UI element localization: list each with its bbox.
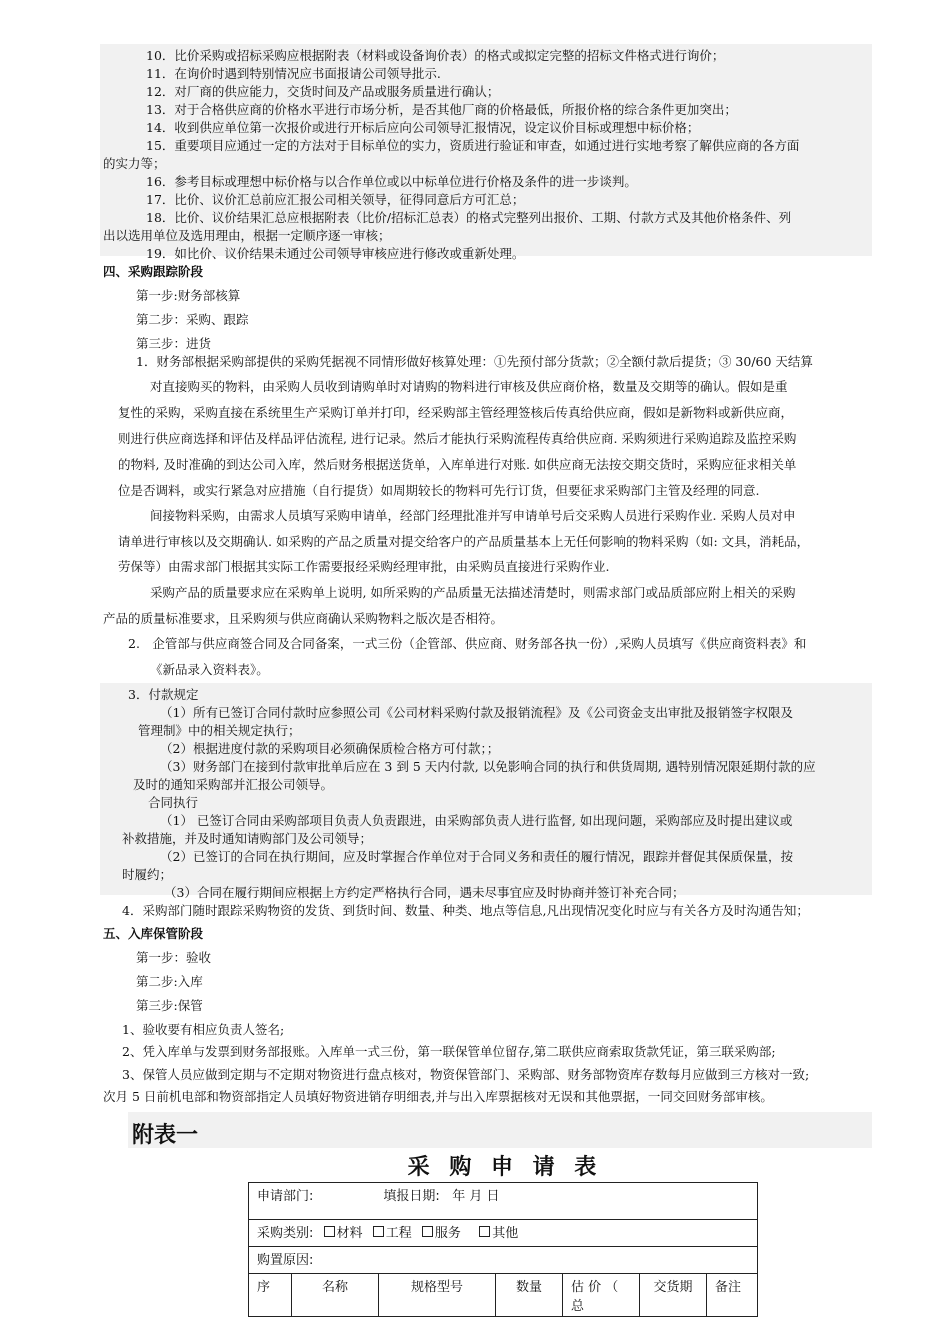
section-5-step-3: 第三步:保管 — [136, 998, 203, 1013]
payment-line-1-cont: 管理制》中的相关规定执行； — [138, 723, 301, 738]
section-4-line-2: 对直接购买的物料，由采购人员收到请购单时对请购的物料进行审核及供应商价格，数量及交期等的确认。假如是重 — [150, 379, 788, 394]
section-4-line-6: 位是否调料，或实行紧急对应措施（自行提货）如周期较长的物料可先行订货，但要征求采购部门主管及经理的同意. — [118, 483, 760, 498]
contract-heading: 合同执行 — [148, 795, 199, 810]
purchase-request-form — [248, 1182, 758, 1317]
checkbox-engineering[interactable] — [373, 1226, 384, 1237]
item-10: 10．比价采购或招标采购应根据附表（材料或设备询价表）的格式或拟定完整的招标文件格式进行询价； — [146, 48, 725, 63]
contract-line-3: （3）合同在履行期间应根据上方约定严格执行合同，遇未尽事宜应及时协商并签订补充合同； — [164, 885, 685, 900]
item-15: 15．重要项目应通过一定的方法对于目标单位的实力，资质进行验证和审查，如通过进行实地考察了解供应商的各方面 — [146, 138, 800, 153]
date-label: 填报日期: — [383, 1189, 440, 1204]
col-estimate: 估 价 （ 总 — [563, 1274, 640, 1317]
reason-label: 购置原因: — [257, 1253, 314, 1268]
dept-label: 申请部门: — [257, 1189, 314, 1204]
item-14: 14．收到供应单位第一次报价或进行开标后应向公司领导汇报情况，设定议价目标或理想中标价格； — [146, 120, 700, 135]
section-4-line-11: 产品的质量标准要求，且采购须与供应商确认采购物料之版次是否相符。 — [103, 611, 504, 626]
type-option-material: 材料 — [336, 1226, 363, 1241]
section-4-line-1: 1．财务部根据采购部提供的采购凭据视不同情形做好核算处理：①先预付部分货款；②全额付款后提货；③ 30/60 天结算 — [136, 354, 813, 369]
type-option-engineering: 工程 — [385, 1226, 412, 1241]
item-15-cont: 的实力等； — [103, 156, 166, 171]
item-18-cont: 出以选用单位及选用理由，根据一定顺序逐一审核； — [103, 228, 391, 243]
col-remarks: 备注 — [707, 1274, 758, 1317]
form-title: 采 购 申 请 表 — [407, 1155, 603, 1180]
section-4-item-4: 4．采购部门随时跟踪采购物资的发货、到货时间、数量、种类、地点等信息,凡出现情况变化时应与有关各方及时沟通告知； — [122, 903, 809, 918]
section-5-line-1: 1、验收要有相应负责人签名; — [122, 1022, 285, 1037]
item-18: 18．比价、议价结果汇总应根据附表（比价/招标汇总表）的格式完整列出报价、工期、付款方式及其他价格条件、列 — [146, 210, 792, 225]
checkbox-service[interactable] — [422, 1226, 433, 1237]
item-13: 13．对于合格供应商的价格水平进行市场分析，是否其他厂商的价格最低，所报价格的综合条件更加突出； — [146, 102, 737, 117]
contract-line-2-cont: 时履约； — [122, 867, 173, 882]
section-4-line-12: 2. 企管部与供应商签合同及合同备案，一式三份（企管部、供应商、财务部各执一份）,采购人员填写《供应商资料表》和 — [128, 636, 807, 651]
section-4-line-3: 复性的采购，采购直接在系统里生产采购订单并打印，经采购部主管经理签核后传真给供应商，假如是新物料或新供应商， — [118, 405, 794, 420]
payment-line-1: （1）所有已签订合同付款时应参照公司《公司材料采购付款及报销流程》及《公司资金支出审批及报销签字权限及 — [160, 705, 793, 720]
checkbox-material[interactable] — [324, 1226, 335, 1237]
payment-line-3: （3）财务部门在接到付款审批单后应在 3 到 5 天内付款, 以免影响合同的执行和供货周期, 遇特别情况限延期付款的应 — [160, 759, 816, 774]
appendix-label: 附表一 — [132, 1123, 199, 1148]
section-4-step-3: 第三步：进货 — [136, 336, 212, 351]
item-11: 11．在询价时遇到特别情况应书面报请公司领导批示. — [146, 66, 441, 81]
col-quantity: 数量 — [496, 1274, 563, 1317]
section-4-line-7: 间接物料采购，由需求人员填写采购申请单，经部门经理批准并写申请单号后交采购人员进行采购作业. 采购人员对申 — [150, 508, 796, 523]
form-row-type — [249, 1220, 758, 1247]
item-12: 12．对厂商的供应能力，交货时间及产品或服务质量进行确认； — [146, 84, 500, 99]
col-delivery: 交货期 — [640, 1274, 707, 1317]
type-option-service: 服务 — [434, 1226, 461, 1241]
contract-line-1-cont: 补救措施，并及时通知请购部门及公司领导； — [122, 831, 373, 846]
form-row-reason — [249, 1247, 758, 1274]
section-5-heading: 五、入库保管阶段 — [103, 926, 204, 941]
payment-line-2: （2）根据进度付款的采购项目必须确保质检合格方可付款；； — [160, 741, 500, 756]
type-option-other: 其他 — [492, 1226, 519, 1241]
section-4-line-5: 的物料, 及时准确的到达公司入库，然后财务根据送货单，入库单进行对账. 如供应商无法按交期交货时，采购应征求相关单 — [118, 457, 797, 472]
date-value: 年 月 日 — [452, 1189, 500, 1204]
form-row-dept — [249, 1183, 758, 1220]
section-4-heading: 四、采购跟踪阶段 — [103, 264, 204, 279]
section-4-step-1: 第一步:财务部核算 — [136, 288, 241, 303]
section-5-line-2: 2、凭入库单与发票到财务部报账。入库单一式三份，第一联保管单位留存,第二联供应商索取货款凭证，第三联采购部; — [122, 1044, 776, 1059]
checkbox-other[interactable] — [479, 1226, 490, 1237]
section-5-line-3: 3、保管人员应做到定期与不定期对物资进行盘点核对，物资保管部门、采购部、财务部物资库存数每月应做到三方核对一致; — [122, 1067, 810, 1082]
payment-heading: 3．付款规定 — [128, 687, 199, 702]
contract-line-2: （2）已签订的合同在执行期间，应及时掌握合作单位对于合同义务和责任的履行情况，跟踪并督促其保质保量，按 — [160, 849, 793, 864]
item-19: 19．如比价、议价结果未通过公司领导审核应进行修改或重新处理。 — [146, 246, 525, 261]
section-4-line-8: 请单进行审核以及交期确认. 如采购的产品之质量对提交给客户的产品质量基本上无任何影响的物料采购（如: 文具，消耗品， — [118, 534, 810, 549]
contract-line-1: （1） 已签订合同由采购部项目负责人负责跟进，由采购部负责人进行监督, 如出现问题，采购部应及时提出建议或 — [160, 813, 793, 828]
payment-line-3-cont: 及时的通知采购部并汇报公司领导。 — [133, 777, 334, 792]
item-17: 17．比价、议价汇总前应汇报公司相关领导，征得同意后方可汇总； — [146, 192, 525, 207]
col-index: 序 — [249, 1274, 292, 1317]
section-4-line-4: 则进行供应商选择和评估及样品评估流程, 进行记录。然后才能执行采购流程传真给供应商. 采购须进行采购追踪及监控采购 — [118, 431, 797, 446]
section-5-step-1: 第一步：验收 — [136, 950, 212, 965]
section-5-line-3-cont: 次月 5 日前机电部和物资部指定人员填好物资进销存明细表,并与出入库票据核对无误和其他票据，一同交回财务部审核。 — [103, 1089, 773, 1104]
section-5-step-2: 第二步:入库 — [136, 974, 203, 989]
shade-block-appendix — [128, 1112, 872, 1148]
type-label: 采购类别: — [257, 1226, 314, 1241]
section-4-line-9: 劳保等）由需求部门根据其实际工作需要报经采购经理审批，由采购员直接进行采购作业. — [118, 559, 610, 574]
col-spec: 规格型号 — [379, 1274, 496, 1317]
item-16: 16．参考目标或理想中标价格与以合作单位或以中标单位进行价格及条件的进一步谈判。 — [146, 174, 637, 189]
col-name: 名称 — [292, 1274, 379, 1317]
section-4-line-13: 《新品录入资料表》。 — [150, 662, 269, 677]
form-column-headers — [249, 1274, 758, 1317]
section-4-line-10: 采购产品的质量要求应在采购单上说明, 如所采购的产品质量无法描述清楚时，则需求部门或品质部应附上相关的采购 — [150, 585, 796, 600]
section-4-step-2: 第二步：采购、跟踪 — [136, 312, 249, 327]
